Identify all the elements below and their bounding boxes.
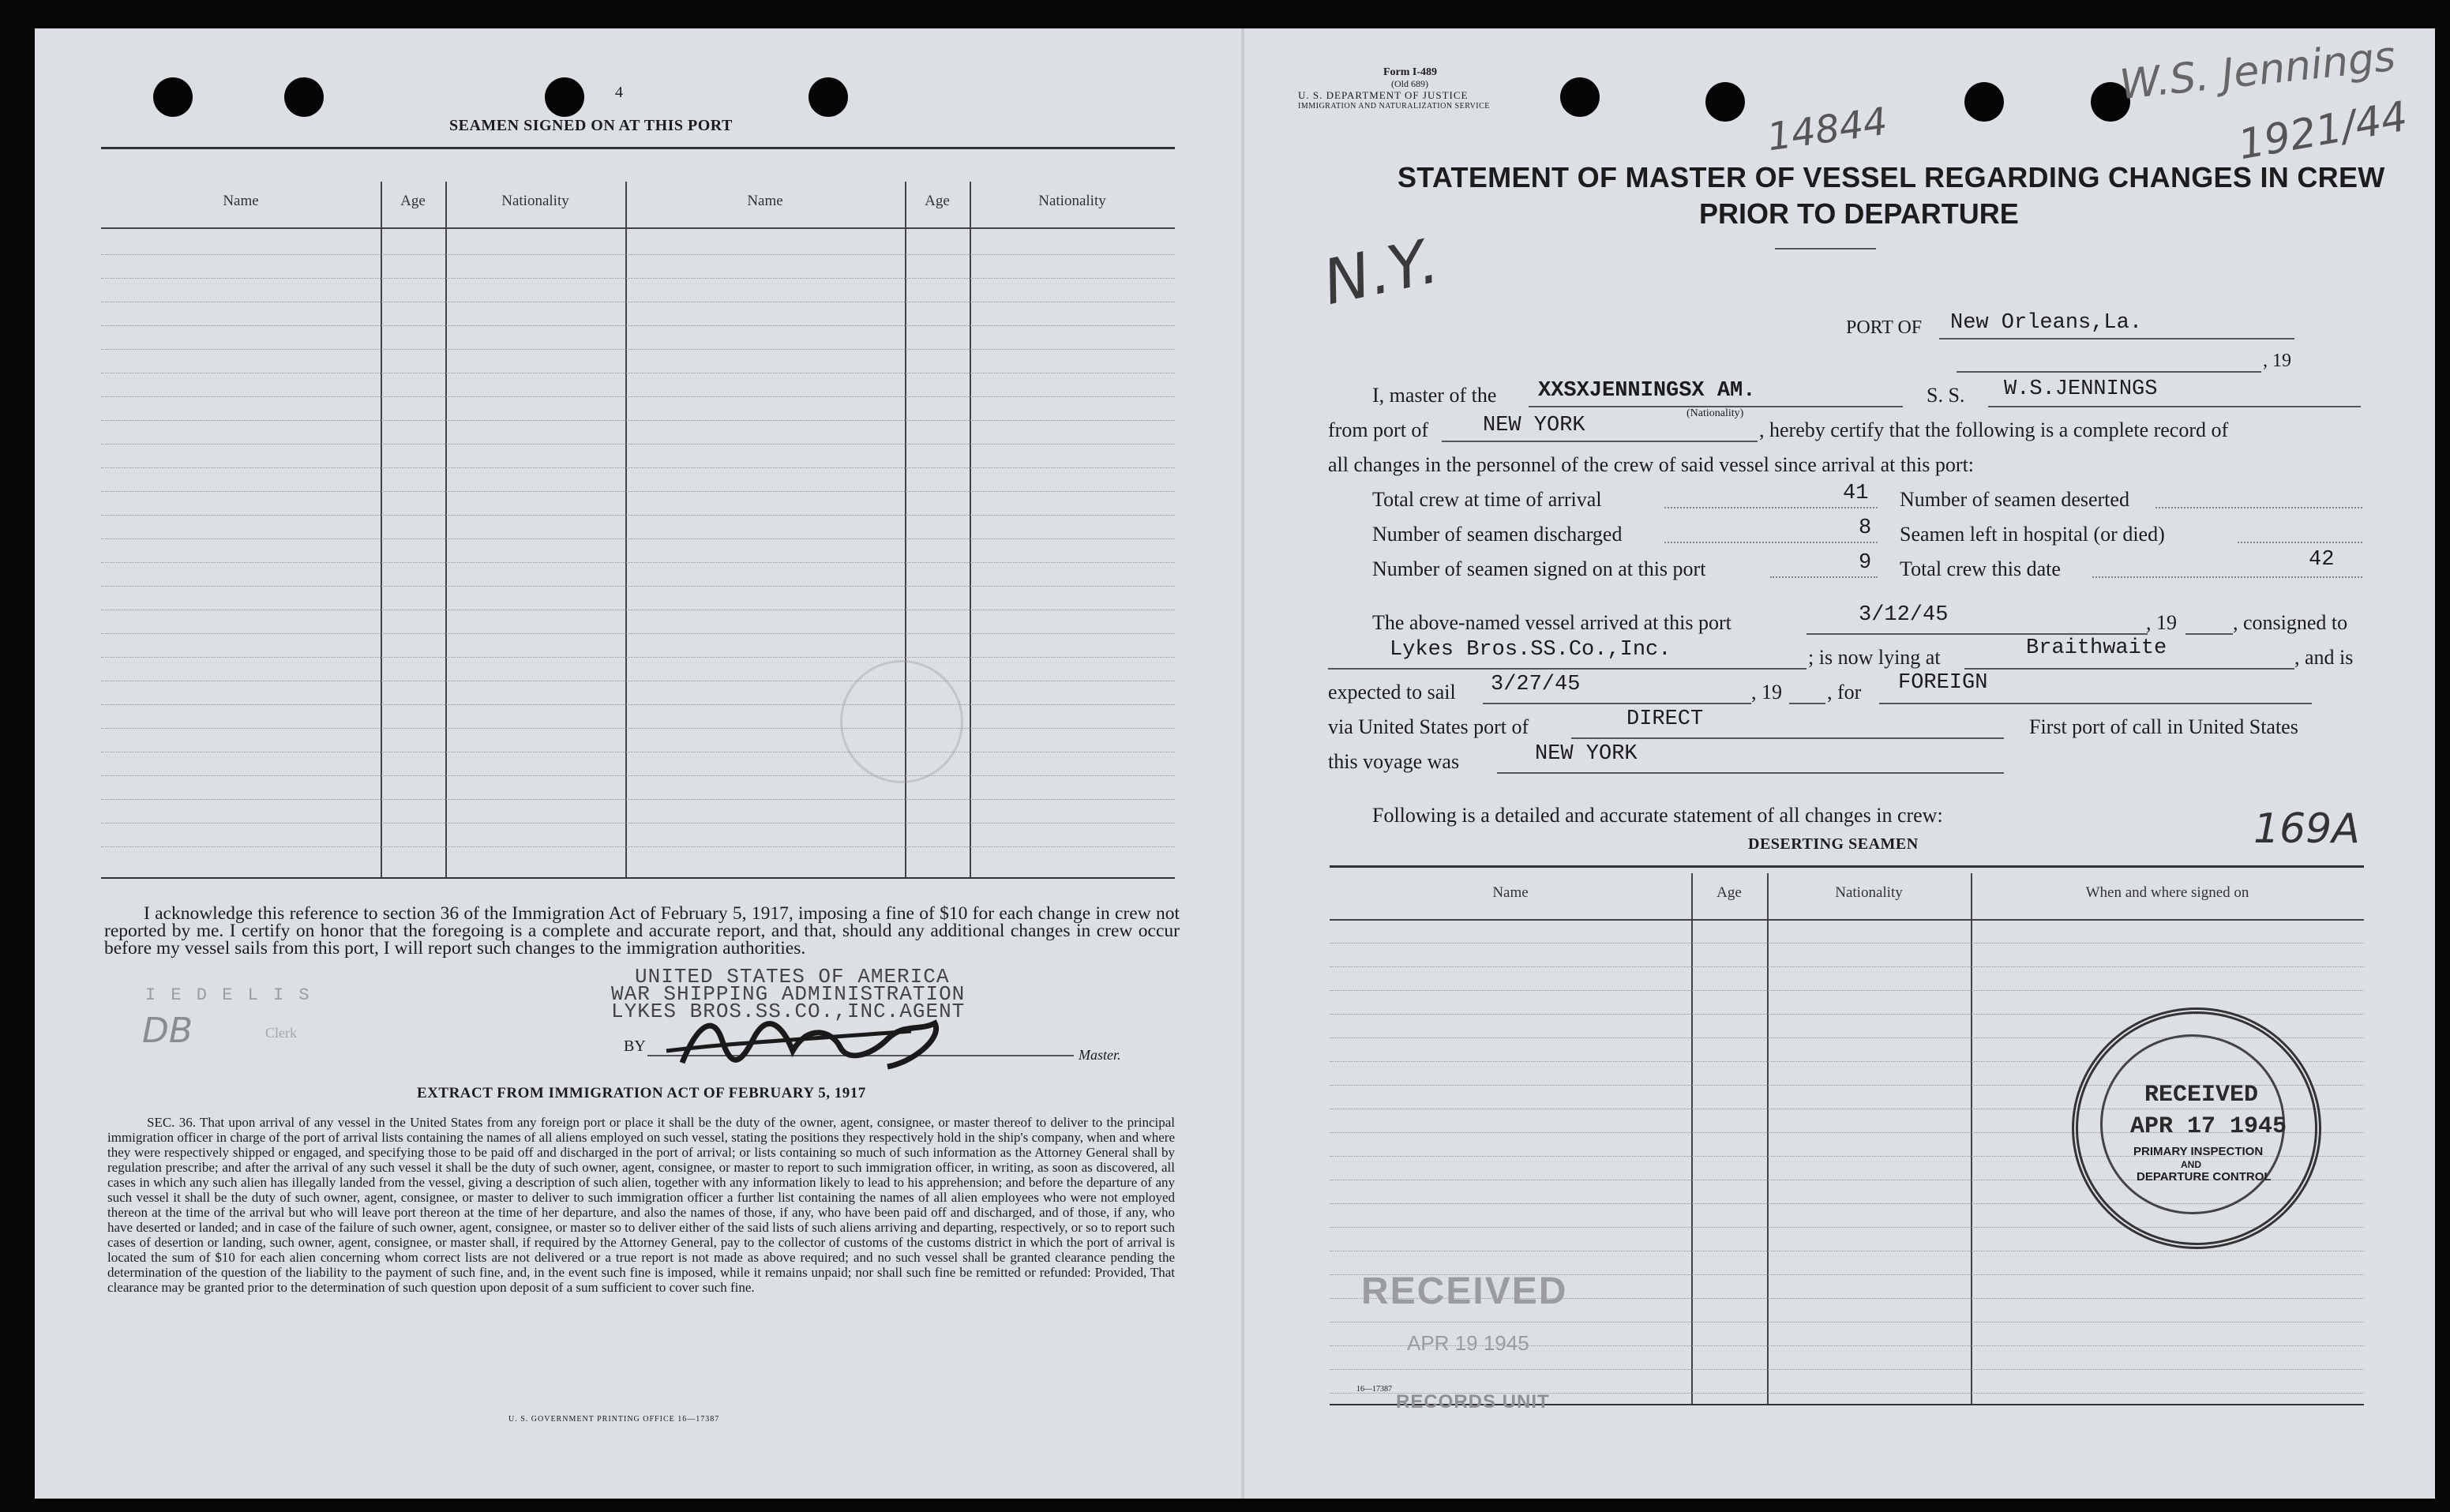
table-row [101, 467, 1175, 468]
table-row [101, 586, 1175, 587]
table-row [101, 704, 1175, 705]
from-port-line [1442, 441, 1758, 442]
nationality-caption: (Nationality) [1686, 407, 1744, 419]
form-subtitle: PRIOR TO DEPARTURE [1699, 197, 2019, 230]
ss-line [1988, 406, 2361, 407]
via-line [1571, 737, 2004, 739]
table-row [101, 823, 1175, 824]
arrived-year: , 19 [2146, 611, 2177, 634]
column-rule [1767, 873, 1769, 1405]
records-unit-stamp: RECORDS UNIT [1396, 1391, 1550, 1413]
table-row [101, 278, 1175, 279]
header-rule [101, 227, 1175, 229]
punch-hole [1964, 82, 2004, 122]
faint-name: I E D E L I S [145, 985, 312, 1005]
date-line [1957, 371, 2261, 373]
from-port-value: NEW YORK [1483, 414, 1585, 437]
stamp-received-text: RECEIVED [2144, 1082, 2259, 1109]
from-port-label: from port of [1328, 418, 1429, 441]
column-header: Name [1492, 884, 1529, 901]
signed-on-table [101, 148, 1175, 879]
extract-title: EXTRACT FROM IMMIGRATION ACT OF FEBRUARY 5, 1917 [417, 1085, 866, 1101]
master-prefix: I, master of the [1372, 384, 1497, 407]
faint-received-date: APR 19 1945 [1407, 1331, 1529, 1355]
for-line [1879, 703, 2312, 704]
first-port-label: First port of call in United States [2029, 715, 2298, 738]
stat-value: 8 [1859, 516, 1872, 540]
stamp-date: APR 17 1945 [2130, 1113, 2287, 1140]
agent-stamp-line: WAR SHIPPING ADMINISTRATION [611, 982, 966, 1006]
stat-leader [1664, 542, 1878, 543]
column-header: Name [223, 193, 259, 209]
margin-mark: N.Y. [1317, 225, 1445, 320]
ss-value: W.S.JENNINGS [2004, 377, 2158, 401]
table-row [101, 846, 1175, 847]
for-label: , for [1827, 681, 1862, 703]
port-label: PORT OF [1846, 317, 1923, 338]
via-value: DIRECT [1626, 707, 1704, 731]
left-footer: U. S. GOVERNMENT PRINTING OFFICE 16—17387 [508, 1415, 720, 1424]
following-text: Following is a detailed and accurate statement of all changes in crew: [1372, 804, 1943, 827]
handwritten-169a: 169A [2253, 805, 2360, 853]
stat-value: 42 [2309, 548, 2335, 572]
column-rule [1971, 873, 1972, 1405]
right-footer: 16—17387 [1356, 1385, 1392, 1394]
column-header: Nationality [501, 193, 569, 209]
arrived-year-line [2185, 633, 2233, 635]
stat-label: Number of seamen signed on at this port [1372, 557, 1706, 580]
header-rule [1330, 919, 2364, 921]
sail-label: expected to sail [1328, 681, 1456, 703]
faint-received-stamp: RECEIVED [1361, 1270, 1568, 1312]
by-label: BY [624, 1037, 646, 1055]
table-row [1330, 943, 2364, 944]
handwritten-date: 1921/44 [2234, 92, 2411, 170]
deserting-title: DESERTING SEAMEN [1748, 835, 1919, 853]
table-row [101, 491, 1175, 492]
table-row [101, 515, 1175, 516]
form-number: Form I-489 [1383, 66, 1438, 78]
voyage-line [1497, 772, 2004, 774]
stat-leader [2155, 507, 2362, 508]
punch-hole [545, 77, 584, 117]
table-row [101, 444, 1175, 445]
table-row [101, 799, 1175, 800]
master-signature [651, 1007, 982, 1079]
stat-leader [1664, 507, 1878, 508]
stat-label: Total crew this date [1900, 557, 2061, 580]
voyage-value: NEW YORK [1535, 742, 1638, 766]
acknowledgement-text: I acknowledge this reference to section 36 of the Immigration Act of February 5, 1917, imposing a fine of $10 for each change in crew not reported by me. I certify on honor that the foregoing is a complete and accurate report, and that, should any additional changes in crew occur before my vessel sails from this port, I will report such changes to the immigration authorities. [104, 903, 1180, 959]
all-changes-text: all changes in the personnel of the crew of said vessel since arrival at this port: [1328, 453, 1975, 476]
nationality-value: XXSXJENNINGSX AM. [1538, 379, 1756, 403]
lying-line [1964, 668, 2294, 670]
punch-hole [1560, 77, 1600, 117]
stat-leader [2092, 576, 2362, 578]
via-label: via United States port of [1328, 715, 1529, 738]
table-row [101, 775, 1175, 776]
form-old-number: (Old 689) [1391, 78, 1428, 89]
page-number: 4 [615, 84, 623, 101]
table-row [1330, 1369, 2364, 1370]
sail-line [1483, 703, 1751, 704]
title-rule [1775, 248, 1876, 249]
agent-stamp-line: UNITED STATES OF AMERICA [635, 965, 950, 989]
stat-leader [2238, 542, 2362, 543]
department: U. S. DEPARTMENT OF JUSTICE [1298, 89, 1469, 101]
column-header: When and where signed on [2085, 884, 2249, 901]
column-header: Age [1717, 884, 1742, 901]
received-round-stamp [2072, 1007, 2321, 1249]
voyage-label: this voyage was [1328, 750, 1460, 773]
stat-label: Number of seamen deserted [1900, 488, 2129, 511]
table-row [101, 420, 1175, 421]
faint-stamp [840, 660, 963, 783]
table-bottom-rule [101, 877, 1175, 879]
stat-value: 9 [1859, 551, 1872, 575]
stat-leader [1770, 576, 1878, 578]
sail-year-line [1789, 703, 1825, 704]
table-row [1330, 990, 2364, 991]
stat-label: Number of seamen discharged [1372, 523, 1623, 546]
column-rule [970, 182, 971, 879]
stat-label: Seamen left in hospital (or died) [1900, 523, 2165, 546]
agent-stamp-line: LYKES BROS.SS.CO.,INC.AGENT [611, 1000, 966, 1023]
certify-text: , hereby certify that the following is a complete record of [1759, 418, 2229, 441]
column-rule [625, 182, 627, 879]
form-title: STATEMENT OF MASTER OF VESSEL REGARDING CHANGES IN CREW [1398, 161, 2385, 193]
stamp-inner-line: PRIMARY INSPECTION [2133, 1145, 2264, 1158]
sail-value: 3/27/45 [1491, 673, 1581, 696]
table-row [101, 562, 1175, 563]
for-value: FOREIGN [1898, 671, 1988, 695]
table-row [101, 325, 1175, 326]
table-row [101, 538, 1175, 539]
table-row [101, 254, 1175, 255]
table-row [101, 633, 1175, 634]
arrived-value: 3/12/45 [1859, 603, 1949, 627]
stamp-inner-line: AND [2181, 1159, 2201, 1170]
faint-clerk: Clerk [265, 1025, 297, 1041]
stamp-inner-line: DEPARTURE CONTROL [2137, 1170, 2272, 1184]
document-page [35, 28, 2435, 1499]
arrived-line [1807, 633, 2148, 635]
handwritten-vessel: W.S. Jennings [2117, 32, 2398, 110]
column-header: Age [400, 193, 426, 209]
port-value: New Orleans,La. [1950, 311, 2143, 335]
consignee-line [1328, 668, 1807, 670]
lying-value: Braithwaite [2026, 636, 2167, 660]
column-header: Nationality [1038, 193, 1106, 209]
column-rule [381, 182, 382, 879]
section-title: SEAMEN SIGNED ON AT THIS PORT [449, 117, 733, 134]
service: IMMIGRATION AND NATURALIZATION SERVICE [1298, 102, 1490, 111]
table-row [1330, 966, 2364, 967]
stat-label: Total crew at time of arrival [1372, 488, 1602, 511]
port-line [1939, 338, 2294, 340]
and-is-label: , and is [2294, 646, 2354, 669]
consignee-value: Lykes Bros.SS.Co.,Inc. [1390, 638, 1671, 662]
punch-hole [153, 77, 193, 117]
table-row [101, 728, 1175, 729]
table-row [101, 396, 1175, 397]
column-rule [445, 182, 447, 879]
column-header: Age [925, 193, 950, 209]
section-36-text: SEC. 36. That upon arrival of any vessel in the United States from any foreign port or place it shall be the duty of the owner, agent, consignee, or master thereof to deliver to the principal immigration officer in charge of the port of arrival lists containing the names of all aliens employed on such vessel, stating the positions they respectively hold in the ship's company, when and where they were respectively shipped or engaged, and specifying those to be paid off and discharged in the port of arrival; or lists containing so much of such information as the Attorney General shall by regulation prescribe; and after the arrival of any such vessel it shall be the duty of such owner, agent, consignee, or master to report to such immigration officer, in writing, as soon as discovered, all cases in which any such alien has illegally landed from the vessel, giving a description of such alien, together with any information likely to lead to his apprehension; and before the departure of any such vessel it shall be the duty of such owner, agent, consignee, or master to deliver to such immigration officer a further list containing the names of all alien employees who were not employed thereon at the time of the arrival but who will leave port thereon at the time of her departure, and also the names of those, if any, who have been paid off and discharged, and of those, if any, who have deserted or landed; and in case of the failure of such owner, agent, consignee, or master so to deliver either of the said lists of such aliens arriving and departing, respectively, or so to report such cases of desertion or landing, such owner, agent, consignee, or master shall, if required by the Attorney General, pay to the collector of customs of the customs district in which the port of arrival is located the sum of $10 for each alien concerning whom correct lists are not delivered or a true report is not made as above required; and no such vessel shall be granted clearance pending the determination of the question of the liability to the payment of such fine, and, in the event such fine is imposed, while it remains unpaid; nor shall such fine be remitted or refunded: Provided, That clearance may be granted prior to the determination of such question upon deposit of a sum sufficient to cover such fine. [107, 1115, 1175, 1295]
lying-label: ; is now lying at [1808, 646, 1941, 669]
master-label: Master. [1079, 1047, 1121, 1063]
stat-value: 41 [1843, 482, 1869, 505]
arrived-label: The above-named vessel arrived at this port [1372, 611, 1732, 634]
sail-year: , 19 [1751, 681, 1782, 703]
handwritten-numbers: 14844 [1764, 99, 1890, 160]
faint-mark: DB [142, 1011, 193, 1051]
table-row [1330, 1322, 2364, 1323]
column-rule [1691, 873, 1693, 1405]
punch-hole [809, 77, 848, 117]
column-header: Name [747, 193, 783, 209]
table-row [101, 657, 1175, 658]
punch-hole [1705, 82, 1745, 122]
vertical-fold [1241, 28, 1244, 1499]
table-row [101, 349, 1175, 350]
consigned-label: , consigned to [2233, 611, 2348, 634]
punch-hole [284, 77, 324, 117]
ss-label: S. S. [1927, 384, 1965, 407]
column-header: Nationality [1835, 884, 1903, 901]
date-year: , 19 [2263, 351, 2291, 371]
